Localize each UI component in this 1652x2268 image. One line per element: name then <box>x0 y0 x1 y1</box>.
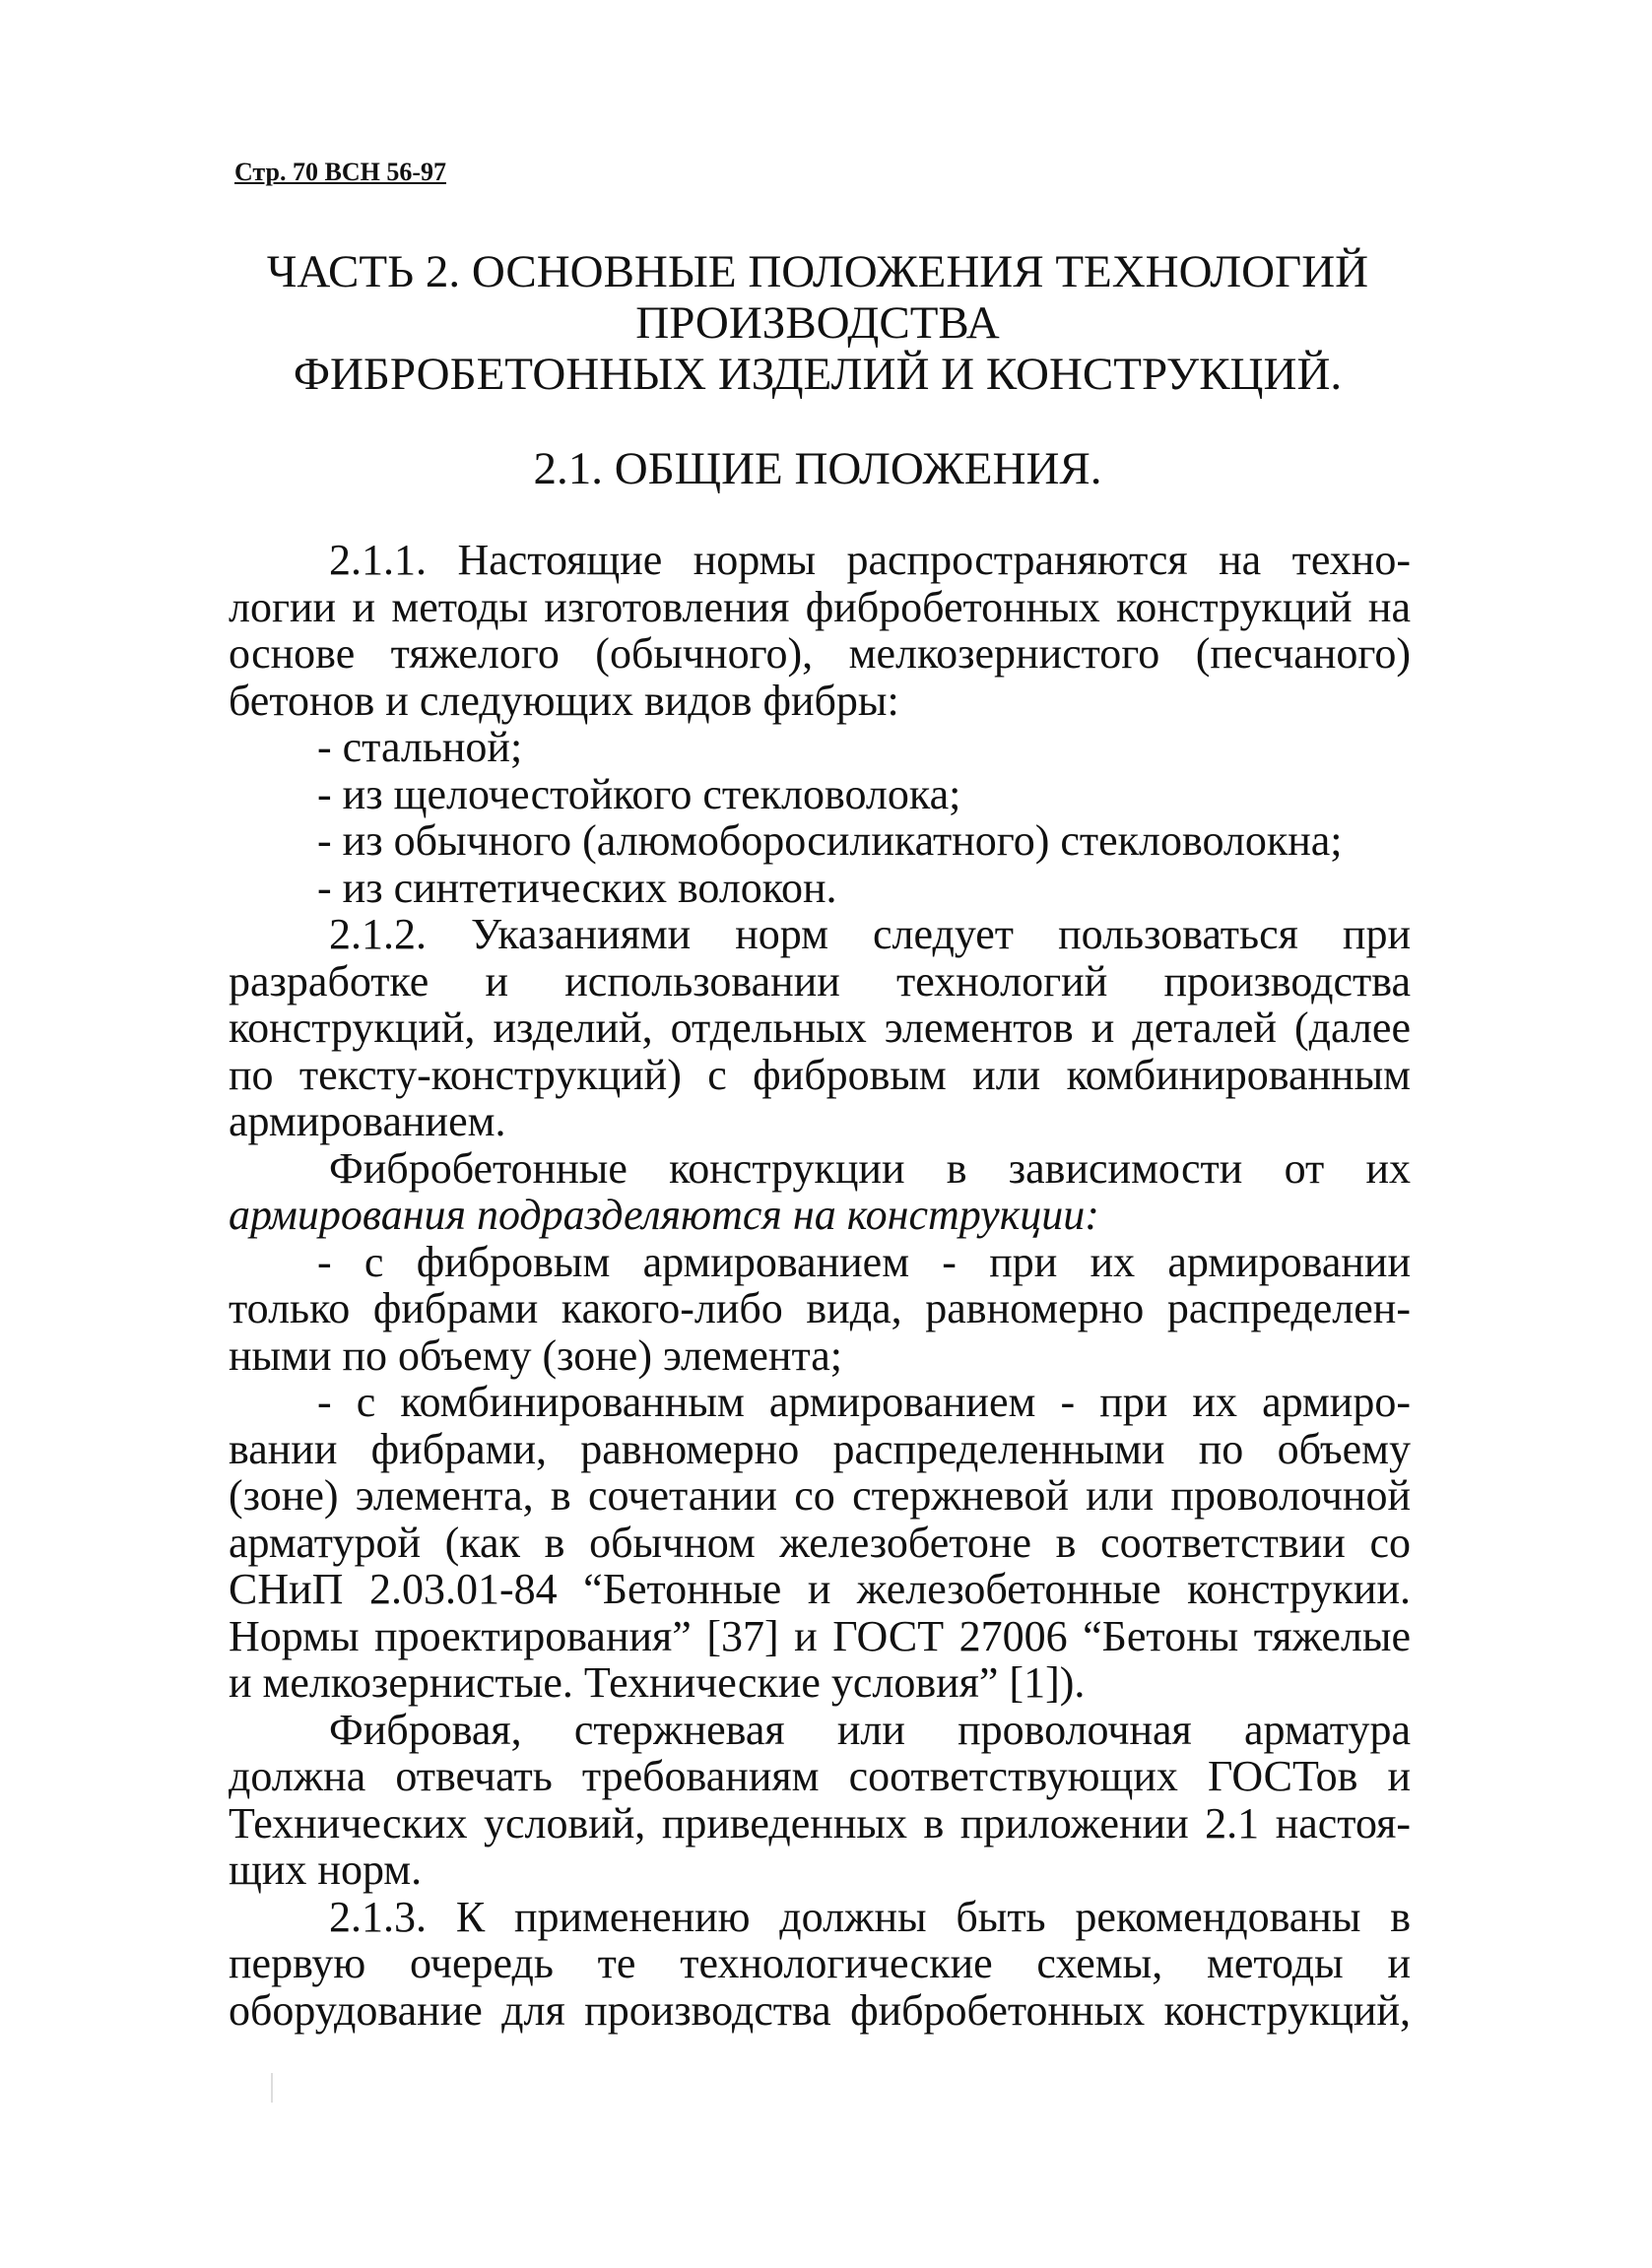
paragraph-line: 2.1.3. К применению должны быть рекомендованы в <box>329 1892 1411 1941</box>
paragraph-line: армированием. <box>229 1097 506 1145</box>
paragraph-line: арматурой (как в обычном железобетоне в соответствии со <box>229 1518 1411 1567</box>
body-text <box>229 537 1411 2034</box>
section-title: 2.1. ОБЩИЕ ПОЛОЖЕНИЯ. <box>533 443 1102 494</box>
list-item: - из обычного (алюмоборосиликатного) стекловолокна; <box>317 816 1343 865</box>
paragraph-line: разработке и использовании технологий производства <box>229 956 1411 1005</box>
page-header: Стр. 70 ВСН 56-97 <box>234 158 446 186</box>
part-title <box>227 246 1409 400</box>
paragraph-line-italic: армирования подразделяются на конструкции: <box>229 1191 1099 1239</box>
part-title-line: ФИБРОБЕТОННЫХ ИЗДЕЛИЙ И КОНСТРУКЦИЙ. <box>293 349 1343 400</box>
part-title-line: ПРОИЗВОДСТВА <box>635 297 1000 349</box>
list-item: - с комбинированным армированием - при их армиро- <box>317 1378 1411 1426</box>
paragraph-line: основе тяжелого (обычного), мелкозернистого (песчаного) <box>229 629 1411 678</box>
paragraph-line: конструкций, изделий, отдельных элементов и деталей (далее <box>229 1004 1411 1052</box>
paragraph-line: логии и методы изготовления фибробетонных конструкций на <box>229 582 1411 631</box>
paragraph-line: 2.1.2. Указаниями норм следует пользоваться при <box>329 910 1411 958</box>
paragraph-line: 2.1.1. Настоящие нормы распространяются на техно- <box>329 536 1411 584</box>
part-title-line: ЧАСТЬ 2. ОСНОВНЫЕ ПОЛОЖЕНИЯ ТЕХНОЛОГИЙ <box>266 246 1369 297</box>
list-item: - с фибровым армированием - при их армировании <box>317 1237 1411 1286</box>
paragraph-line: оборудование для производства фибробетонных конструкций, <box>229 1985 1411 2035</box>
paragraph-line: (зоне) элемента, в сочетании со стержневой или проволочной <box>229 1471 1411 1520</box>
paragraph-line: ными по объему (зоне) элемента; <box>229 1330 842 1380</box>
scan-artifact <box>271 2073 273 2103</box>
paragraph-line: Фибробетонные конструкции в зависимости от их <box>329 1143 1411 1193</box>
paragraph-line: должна отвечать требованиям соответствующих ГОСТов и <box>229 1752 1411 1800</box>
paragraph-line: только фибрами какого-либо вида, равномерно распределен- <box>229 1284 1411 1332</box>
list-item: - стальной; <box>317 723 523 771</box>
paragraph-line: щих норм. <box>229 1846 423 1894</box>
paragraph-line: и мелкозернистые. Технические условия” [1]). <box>229 1658 1086 1707</box>
paragraph-line: по тексту-конструкций) с фибровым или комбинированным <box>229 1050 1411 1099</box>
list-item: - из щелочестойкого стекловолока; <box>317 769 961 818</box>
paragraph-line: Технических условий, приведенных в приложении 2.1 настоя- <box>229 1798 1411 1847</box>
list-item: - из синтетических волокон. <box>317 863 837 912</box>
paragraph-line: Нормы проектирования” [37] и ГОСТ 27006 “Бетоны тяжелые <box>229 1611 1411 1660</box>
paragraph-line: СНиП 2.03.01-84 “Бетонные и железобетонные конструкии. <box>229 1565 1411 1613</box>
paragraph-line: первую очередь те технологические схемы, методы и <box>229 1939 1411 1987</box>
paragraph-line: Фибровая, стержневая или проволочная арматура <box>329 1705 1411 1754</box>
paragraph-line: бетонов и следующих видов фибры: <box>229 676 899 725</box>
paragraph-line: вании фибрами, равномерно распределенными по объему <box>229 1424 1411 1473</box>
